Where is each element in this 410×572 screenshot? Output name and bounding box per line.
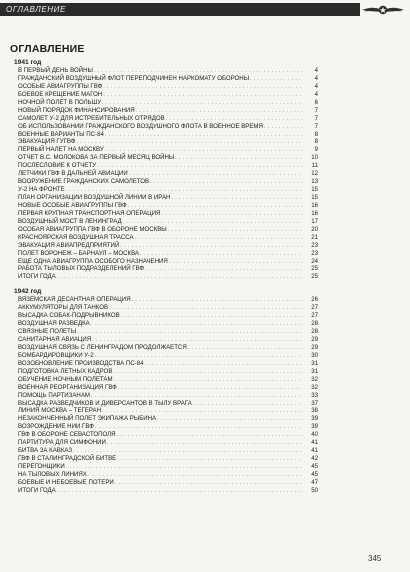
toc-entry	[14, 447, 318, 455]
toc-entry	[14, 154, 318, 162]
toc-entry-title: БОМБАРДИРОВЩИКИ У-2	[18, 351, 94, 359]
toc-entry	[14, 328, 318, 336]
toc-entry-page: 15	[311, 186, 318, 194]
toc-entry-page: 25	[311, 265, 318, 273]
toc-leader-dots	[57, 273, 303, 282]
toc-entry-title: ПОМОЩЬ ПАРТИЗАНАМ	[18, 391, 90, 399]
toc-entry	[14, 400, 318, 408]
toc-entry-page: 8	[314, 130, 318, 138]
toc-entry-title: НА ТЫЛОВЫХ ЛИНИЯХ	[18, 470, 87, 478]
toc-entry	[14, 218, 318, 226]
toc-entry-page: 21	[311, 233, 318, 241]
toc-entry-page: 39	[311, 415, 318, 423]
toc-entry	[14, 336, 318, 344]
toc-entry-title: НОВЫЕ ОСОБЫЕ АВИАГРУППЫ ГВФ	[18, 201, 127, 209]
toc-entry-title: ЛИНИЯ МОСКВА – ТЕГЕРАН	[18, 407, 101, 415]
toc-entry	[14, 296, 318, 304]
toc-entry-page: 4	[314, 67, 318, 74]
toc-entry-page: 16	[311, 209, 318, 217]
toc-entry-page: 11	[311, 162, 318, 170]
toc-entry-page: 39	[311, 423, 318, 431]
header-section-title: ОГЛАВЛЕНИЕ	[6, 5, 66, 14]
toc-entry	[14, 162, 318, 170]
toc-entry-page: 15	[311, 194, 318, 201]
toc-entry-page: 10	[311, 154, 318, 162]
toc-entry-title: ЭВАКУАЦИЯ ГУГВФ	[18, 138, 76, 146]
toc-entry-page: 9	[314, 146, 318, 154]
toc-entry-page: 32	[311, 375, 318, 383]
toc-entry	[14, 384, 318, 392]
toc-entry-page: 4	[314, 90, 318, 98]
toc-entry-title: ВЫСАДКА РАЗВЕДЧИКОВ И ДИВЕРСАНТОВ В ТЫЛУ ВРАГА	[18, 399, 192, 407]
toc-entry	[14, 439, 318, 447]
toc-entry-page: 8	[314, 138, 318, 146]
toc-entry-title: ПЕРЕГОНЩИКИ	[18, 463, 65, 470]
toc-entry-page: 23	[311, 241, 318, 249]
toc-entry-page: 42	[311, 455, 318, 463]
toc-entry-title: НЕЗАКОНЧЕННЫЙ ПОЛЕТ ЭКИПАЖА РЫБИНА	[18, 415, 157, 423]
table-of-contents	[14, 58, 318, 495]
toc-entry-page: 17	[311, 217, 318, 225]
toc-entry-title: БОЕВОЕ КРЕЩЕНИЕ МАГОН	[18, 90, 103, 98]
toc-entry-page: 13	[311, 178, 318, 186]
toc-entry	[14, 242, 318, 250]
toc-entry	[14, 170, 318, 178]
toc-entry	[14, 415, 318, 423]
toc-entry	[14, 352, 318, 360]
toc-entry	[14, 344, 318, 352]
toc-entry-title: ВОЕННЫЕ ВАРИАНТЫ ПС-84	[18, 130, 104, 138]
toc-entry	[14, 202, 318, 210]
toc-entry	[14, 471, 318, 479]
toc-entry-title: ИТОГИ ГОДА	[18, 273, 56, 281]
page-number: 345	[368, 554, 382, 563]
year-heading: 1942 год	[14, 288, 42, 296]
toc-entry	[14, 210, 318, 218]
toc-entry-title: СВЯЗНЫЕ ПОЛЕТЫ	[18, 328, 77, 336]
toc-entry	[14, 368, 318, 376]
toc-entry	[14, 273, 318, 281]
toc-entry	[14, 226, 318, 234]
toc-entry-page: 31	[311, 367, 318, 375]
toc-entry-page: 47	[311, 478, 318, 486]
toc-entry-page: 45	[311, 470, 318, 478]
toc-entry-page: 16	[311, 201, 318, 209]
toc-entry-page: 30	[311, 351, 318, 359]
toc-entry-title: ОСОБЫЕ АВИАГРУППЫ ГВФ	[18, 82, 103, 90]
toc-entry-title: БОЕВЫЕ И НЕБОЕВЫЕ ПОТЕРИ	[18, 478, 114, 486]
toc-entry	[14, 194, 318, 202]
toc-entry-title: ПОДГОТОВКА ЛЕТНЫХ КАДРОВ	[18, 367, 113, 375]
toc-entry-page: 12	[311, 170, 318, 178]
toc-entry-page: 26	[311, 296, 318, 304]
toc-entry	[14, 115, 318, 123]
toc-entry-page: 6	[314, 98, 318, 106]
toc-entry	[14, 83, 318, 91]
toc-entry-title: ВОЗРОЖДЕНИЕ НИИ ГВФ	[18, 423, 94, 431]
toc-entry	[14, 463, 318, 471]
toc-entry-title: В ПЕРВЫЙ ДЕНЬ ВОЙНЫ	[18, 67, 93, 74]
toc-entry-title: ВОЕННАЯ РЕОРГАНИЗАЦИЯ ГВФ	[18, 383, 117, 391]
toc-entry-title: ПОЛЕТ ВОРОНЕЖ – БАРНАУЛ – МОСКВА	[18, 249, 139, 257]
toc-entry	[14, 99, 318, 107]
toc-entry-title: ВОЗДУШНЫЙ МОСТ В ЛЕНИНГРАД	[18, 217, 122, 225]
toc-entry	[14, 376, 318, 384]
toc-entry-page: 38	[311, 407, 318, 415]
toc-entry-title: ЛЕТЧИКИ ГВФ В ДАЛЬНЕЙ АВИАЦИИ	[18, 170, 128, 178]
toc-entry-title: ОСОБАЯ АВИАГРУППА ГВФ В ОБОРОНЕ МОСКВЫ	[18, 225, 167, 233]
toc-entry-page: 37	[311, 399, 318, 407]
toc-entry-title: ОБУЧЕНИЕ НОЧНЫМ ПОЛЕТАМ	[18, 375, 113, 383]
toc-entry-title: САНИТАРНАЯ АВИАЦИЯ	[18, 336, 92, 343]
toc-entry-title: ВОЗДУШНАЯ СВЯЗЬ С ЛЕНИНГРАДОМ ПРОДОЛЖАЕТСЯ	[18, 343, 187, 351]
toc-entry-title: РАБОТА ТЫЛОВЫХ ПОДРАЗДЕЛЕНИЙ ГВФ	[18, 265, 145, 273]
toc-entry-page: 41	[311, 447, 318, 455]
toc-entry	[14, 67, 318, 75]
toc-entry	[14, 320, 318, 328]
toc-entry-title: ОБ ИСПОЛЬЗОВАНИИ ГРАЖДАНСКОГО ВОЗДУШНОГО ФЛОТА В ВОЕННОЕ ВРЕМЯ	[18, 122, 263, 130]
toc-entry-page: 50	[311, 486, 318, 494]
toc-entry-title: ВЫСАДКА СОБАК-ПОДРЫВНИКОВ	[18, 312, 120, 320]
toc-entry-page: 27	[311, 304, 318, 312]
toc-entry-title: АККУМУЛЯТОРЫ ДЛЯ ТАНКОВ	[18, 304, 109, 312]
toc-entry-title: ПЕРВЫЙ НАЛЕТ НА МОСКВУ	[18, 146, 104, 154]
toc-entry	[14, 250, 318, 258]
toc-entry-title: ОТЧЕТ В.С. МОЛОКОВА ЗА ПЕРВЫЙ МЕСЯЦ ВОЙНЫ	[18, 154, 175, 162]
toc-entry-title: ГВФ В СТАЛИНГРАДСКОЙ БИТВЕ	[18, 455, 117, 463]
toc-entry	[14, 431, 318, 439]
toc-entry-page: 4	[314, 74, 318, 82]
toc-entry-page: 7	[314, 106, 318, 114]
toc-entry-title: НОВЫЙ ПОРЯДОК ФИНАНСИРОВАНИЯ	[18, 106, 135, 114]
toc-entry-page: 45	[311, 463, 318, 470]
toc-entry	[14, 186, 318, 194]
toc-entry	[14, 312, 318, 320]
toc-entry-page: 41	[311, 439, 318, 447]
toc-entry	[14, 178, 318, 186]
toc-entry-title: ПЕРВАЯ КРУПНАЯ ТРАНСПОРТНАЯ ОПЕРАЦИЯ	[18, 209, 161, 217]
toc-entry	[14, 423, 318, 431]
toc-entry-page: 27	[311, 312, 318, 320]
toc-entry-page: 33	[311, 391, 318, 399]
toc-entry-page: 4	[314, 82, 318, 90]
toc-entry	[14, 487, 318, 495]
toc-entry-title: ЭВАКУАЦИЯ АВИАПРЕДПРИЯТИЙ	[18, 241, 120, 249]
toc-entry-page: 7	[314, 114, 318, 122]
toc-entry-title: ВООРУЖЕНИЕ ГРАЖДАНСКИХ САМОЛЕТОВ	[18, 178, 150, 186]
toc-entry-title: ПАРТИТУРА ДЛЯ СИМФОНИИ	[18, 439, 106, 447]
running-header	[0, 0, 410, 20]
toc-entry	[14, 75, 318, 83]
toc-entry-page: 40	[311, 431, 318, 439]
toc-entry	[14, 392, 318, 400]
toc-entry-page: 29	[311, 343, 318, 351]
toc-entry-page: 28	[311, 320, 318, 328]
toc-entry-page: 31	[311, 359, 318, 367]
toc-entry-page: 7	[314, 122, 318, 130]
toc-entry-title: ВОЗОБНОВЛЕНИЕ ПРОИЗВОДСТВА ПС-84	[18, 359, 144, 367]
toc-entry-title: САМОЛЕТ У-2 ДЛЯ ИСТРЕБИТЕЛЬНЫХ ОТРЯДОВ	[18, 114, 165, 122]
toc-entry	[14, 234, 318, 242]
toc-entry	[14, 360, 318, 368]
toc-entry-title: ГРАЖДАНСКИЙ ВОЗДУШНЫЙ ФЛОТ ПЕРЕПОДЧИНЕН НАРКОМАТУ ОБОРОНЫ	[18, 74, 250, 82]
toc-entry-page: 32	[311, 383, 318, 391]
toc-entry	[14, 479, 318, 487]
toc-entry-title: ПЛАН ОРГАНИЗАЦИИ ВОЗДУШНОЙ ЛИНИИ В ИРАН	[18, 194, 171, 201]
toc-entry-title: ЕЩЕ ОДНА АВИАГРУППА ОСОБОГО НАЗНАЧЕНИЯ	[18, 257, 168, 265]
toc-entry	[14, 131, 318, 139]
toc-entry-page: 23	[311, 249, 318, 257]
toc-entry-page: 20	[311, 225, 318, 233]
toc-entry-title: КРАСНОЯРСКАЯ ВОЗДУШНАЯ ТРАССА	[18, 233, 134, 241]
toc-entry-title: ИТОГИ ГОДА	[18, 486, 56, 494]
toc-entry-title: НОЧНОЙ ПОЛЕТ В ПОЛЬШУ	[18, 98, 102, 106]
toc-entry-title: ПОСЛЕСЛОВИЕ К ОТЧЕТУ	[18, 162, 96, 170]
toc-entry-title: ГВФ В ОБОРОНЕ СЕВАСТОПОЛЯ	[18, 431, 116, 439]
page-title: ОГЛАВЛЕНИЕ	[10, 43, 85, 55]
toc-entry	[14, 123, 318, 131]
toc-entry-title: ВОЗДУШНАЯ РАЗВЕДКА	[18, 320, 90, 328]
toc-entry-page: 29	[311, 336, 318, 343]
toc-entry-page: 25	[311, 273, 318, 281]
toc-entry	[14, 265, 318, 273]
toc-entry	[14, 107, 318, 115]
toc-entry	[14, 91, 318, 99]
toc-entry	[14, 455, 318, 463]
toc-entry-page: 28	[311, 328, 318, 336]
toc-entry-title: БИТВА ЗА КАВКАЗ	[18, 447, 73, 455]
toc-entry-title: ВЯЗЕМСКАЯ ДЕСАНТНАЯ ОПЕРАЦИЯ	[18, 296, 131, 304]
winged-star-emblem-icon	[360, 0, 406, 20]
year-heading: 1941 год	[14, 59, 42, 66]
toc-leader-dots	[57, 487, 303, 496]
toc-entry	[14, 304, 318, 312]
toc-entry-page: 24	[311, 257, 318, 265]
toc-entry-title: У-2 НА ФРОНТЕ	[18, 186, 65, 194]
